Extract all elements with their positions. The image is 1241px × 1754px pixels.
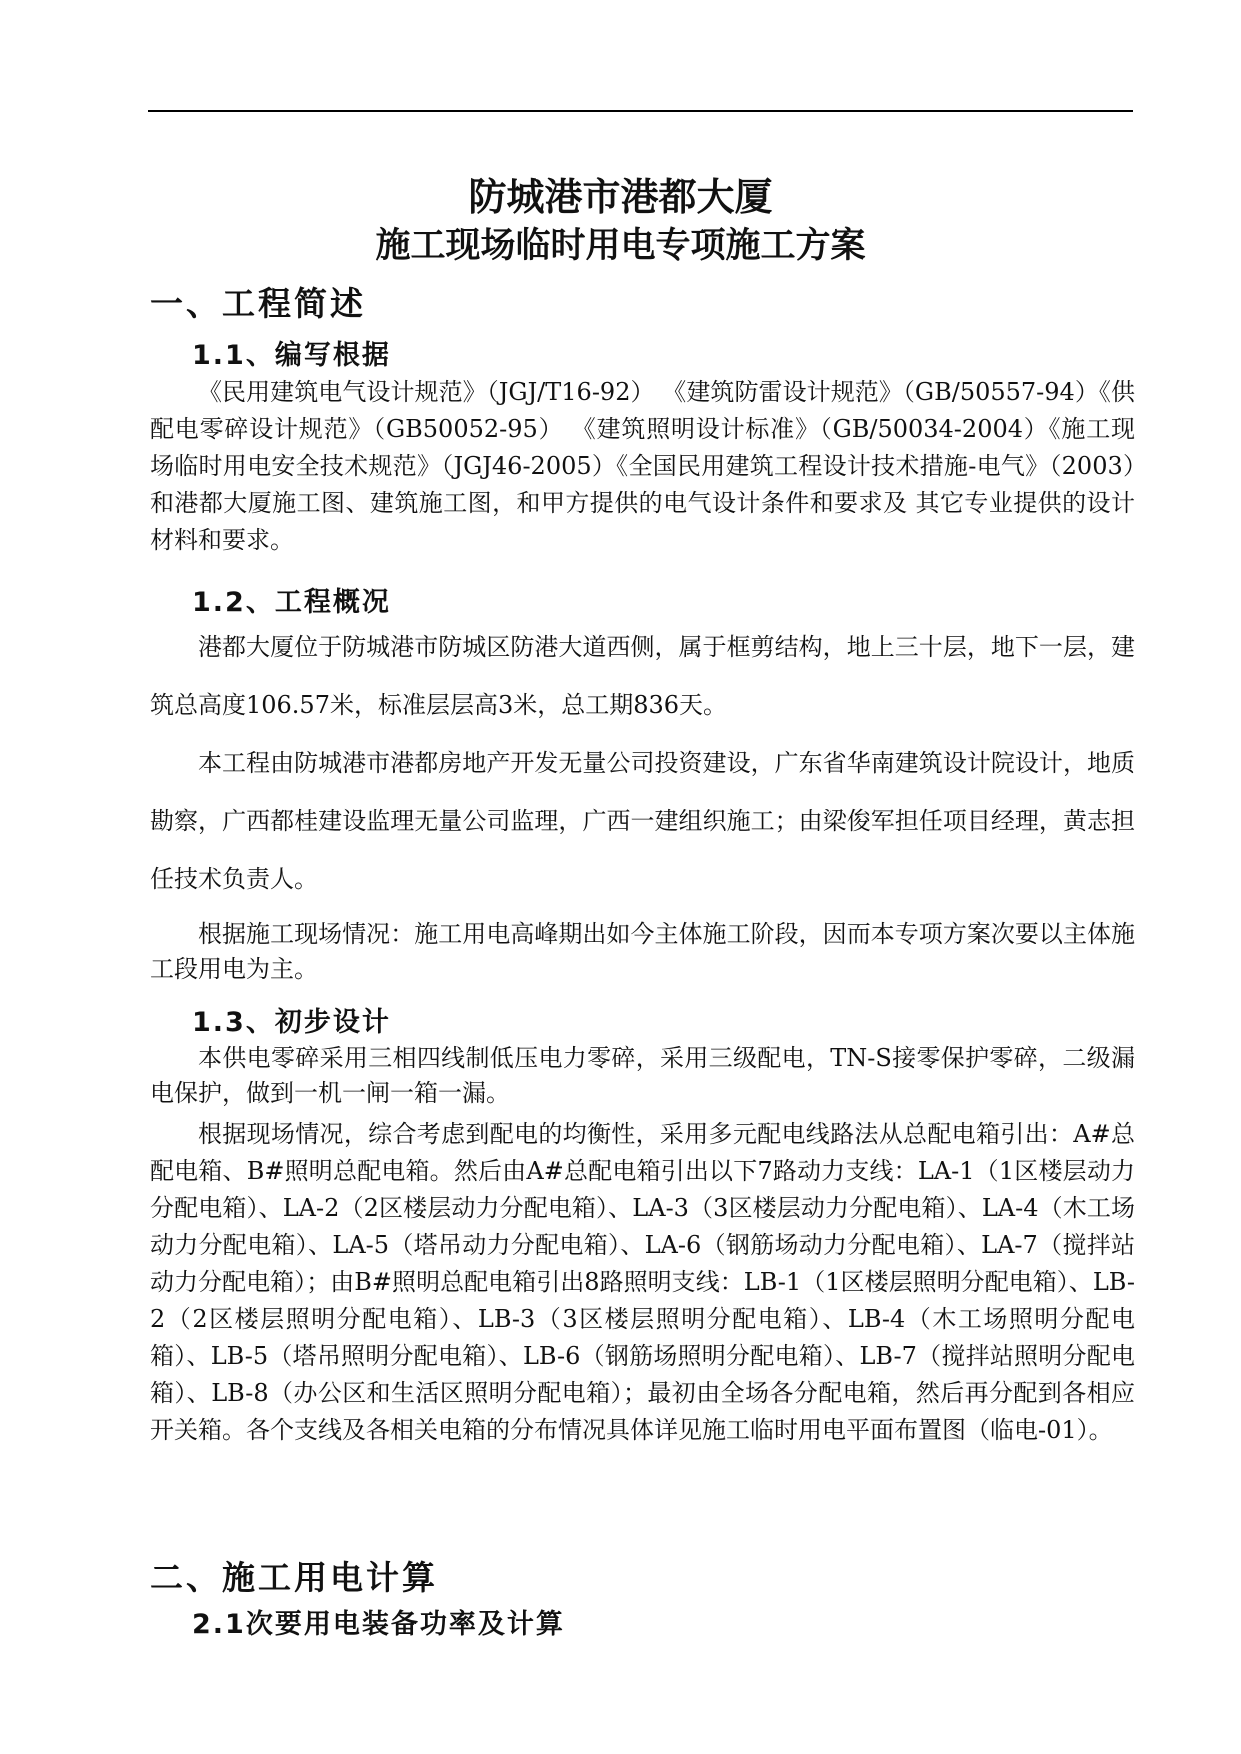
section-2-heading: 二、施工用电计算 — [150, 1558, 438, 1597]
document-title: 防城港市港都大厦 — [468, 175, 773, 219]
header-rule — [148, 110, 1133, 112]
section-1-2-heading: 1.2、工程概况 — [192, 587, 391, 618]
section-1-3-paragraph-2: 根据现场情况，综合考虑到配电的均衡性，采用多元配电线路法从总配电箱引出：A#总配电箱、B#照明总配电箱。然后由A#总配电箱引出以下7路动力支线：LA-1（1区楼层动力分配电箱）、LA-2（2区楼层动力分配电箱）、LA-3（3区楼层动力分配电箱）、LA-4（木工场动力分配电箱）、LA-5（塔吊动力分配电箱）、LA-6（钢筋场动力分配电箱）、LA-7（搅拌站动力分配电箱）；由B#照明总配电箱引出8路照明支线：LB-1（1区楼层照明分配电箱）、LB-2（2区楼层照明分配电箱）、LB-3（3区楼层照明分配电箱）、LB-4（木工场照明分配电箱）、LB-5（塔吊照明分配电箱）、LB-6（钢筋场照明分配电箱）、LB-7（搅拌站照明分配电箱）、LB-8（办公区和生活区照明分配电箱）；最初由全场各分配电箱，然后再分配到各相应开关箱。各个支线及各相关电箱的分布情况具体详见施工临时用电平面布置图（临电-01）。 — [150, 1120, 1135, 1444]
section-1-heading: 一、工程简述 — [150, 284, 366, 323]
section-1-2-paragraph-1: 港都大厦位于防城港市防城区防港大道西侧，属于框剪结构，地上三十层，地下一层，建筑总高度106.57米，标准层层高3米，总工期836天。 — [150, 633, 1135, 719]
section-1-3-heading: 1.3、初步设计 — [192, 1007, 391, 1038]
section-1-1-text: 《民用建筑电气设计规范》（JGJ/T16-92） 《建筑防雷设计规范》（GB/50557-94）《供配电零碎设计规范》（GB50052-95） 《建筑照明设计标准》（GB/50034-2004）《施工现场临时用电安全技术规范》（JGJ46-2005）《全国民用建筑工程设计技术措施-电气》（2003）和港都大厦施工图、建筑施工图，和甲方提供的电气设计条件和要求及 其它专业提供的设计材料和要求。 — [150, 378, 1135, 554]
document-subtitle: 施工现场临时用电专项施工方案 — [375, 226, 866, 266]
section-1-2-paragraph-2: 本工程由防城港市港都房地产开发无量公司投资建设，广东省华南建筑设计院设计，地质勘察，广西都桂建设监理无量公司监理，广西一建组织施工；由梁俊军担任项目经理，黄志担任技术负责人。 — [150, 749, 1135, 893]
section-2-1-heading: 2.1次要用电装备功率及计算 — [192, 1609, 565, 1640]
section-1-2-paragraph-3: 根据施工现场情况：施工用电高峰期出如今主体施工阶段，因而本专项方案次要以主体施工段用电为主。 — [150, 920, 1135, 983]
section-1-3-paragraph-1: 本供电零碎采用三相四线制低压电力零碎，采用三级配电，TN-S接零保护零碎，二级漏电保护，做到一机一闸一箱一漏。 — [150, 1044, 1135, 1107]
section-1-1-heading: 1.1、编写根据 — [192, 340, 391, 371]
